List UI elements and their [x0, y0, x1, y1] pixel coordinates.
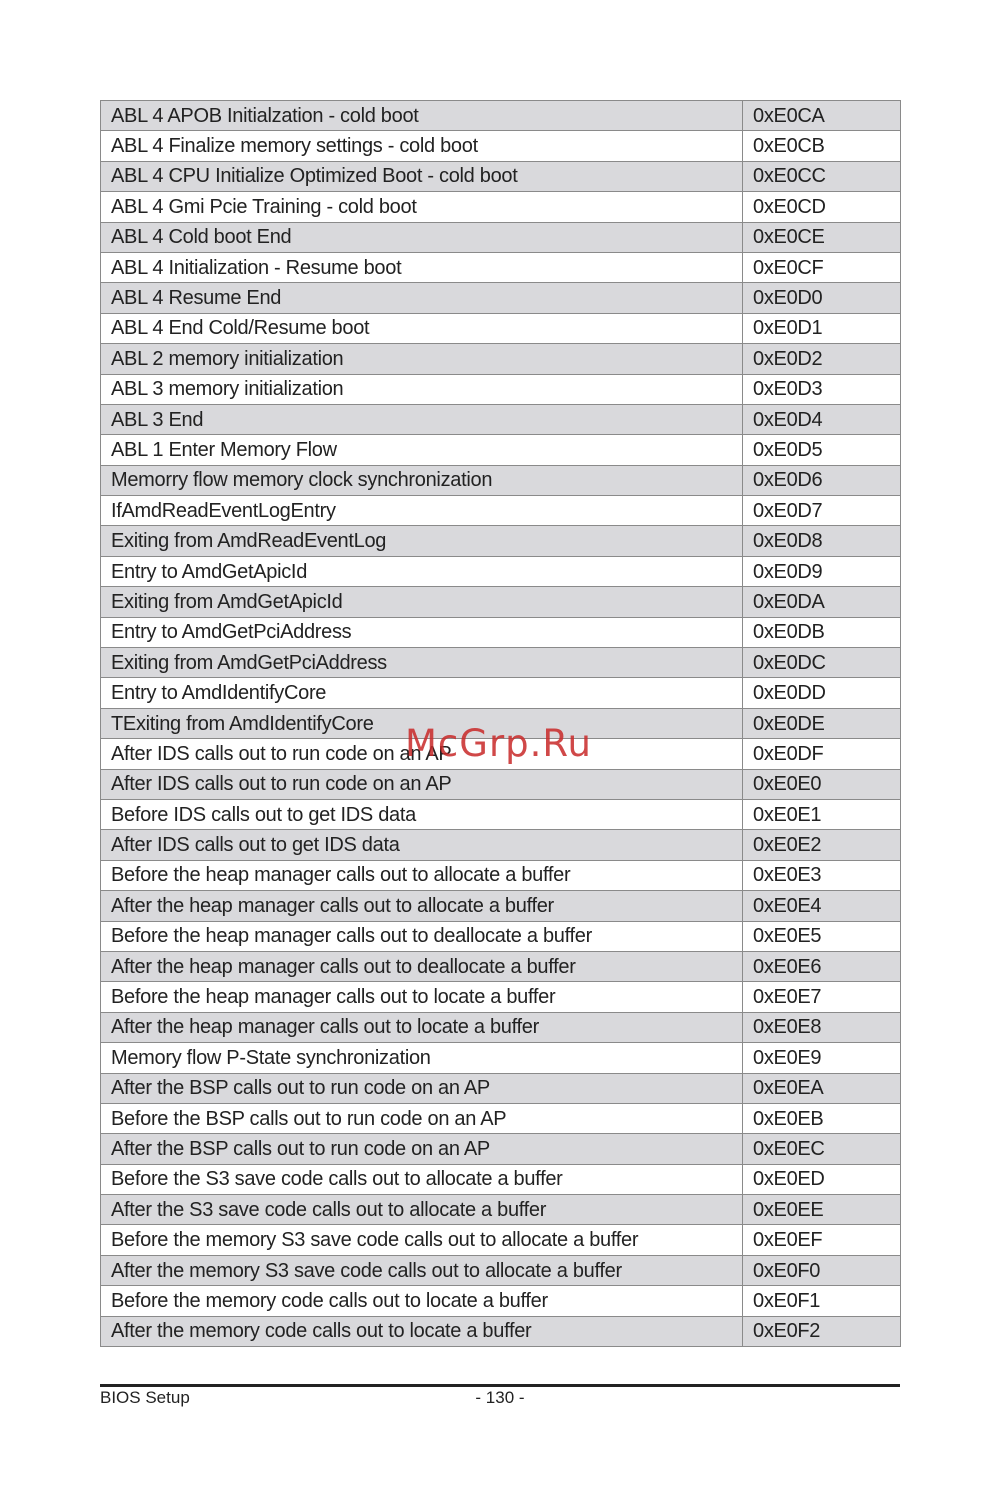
code-cell: 0xE0DC — [743, 648, 901, 678]
table-row — [101, 465, 901, 495]
table-row — [101, 1073, 901, 1103]
description-cell: ABL 4 Resume End — [101, 283, 743, 313]
code-cell: 0xE0D2 — [743, 344, 901, 374]
table-row — [101, 313, 901, 343]
table-row — [101, 101, 901, 131]
code-cell: 0xE0E5 — [743, 921, 901, 951]
description-cell: After IDS calls out to run code on an AP — [101, 739, 743, 769]
table-row — [101, 556, 901, 586]
description-cell: Entry to AmdIdentifyCore — [101, 678, 743, 708]
table-row — [101, 222, 901, 252]
description-cell: ABL 4 Initialization - Resume boot — [101, 252, 743, 282]
code-cell: 0xE0CB — [743, 131, 901, 161]
description-cell: IfAmdReadEventLogEntry — [101, 496, 743, 526]
description-cell: After the heap manager calls out to allocate a buffer — [101, 891, 743, 921]
description-cell: Memory flow P-State synchronization — [101, 1043, 743, 1073]
table-row — [101, 192, 901, 222]
table-row — [101, 283, 901, 313]
code-cell: 0xE0E3 — [743, 860, 901, 890]
description-cell: ABL 4 Gmi Pcie Training - cold boot — [101, 192, 743, 222]
description-cell: After the heap manager calls out to locate a buffer — [101, 1012, 743, 1042]
table-row — [101, 982, 901, 1012]
description-cell: ABL 4 CPU Initialize Optimized Boot - cold boot — [101, 161, 743, 191]
code-cell: 0xE0CA — [743, 101, 901, 131]
description-cell: After the S3 save code calls out to allocate a buffer — [101, 1195, 743, 1225]
code-cell: 0xE0E7 — [743, 982, 901, 1012]
description-cell: After IDS calls out to run code on an AP — [101, 769, 743, 799]
table-row — [101, 860, 901, 890]
description-cell: Before the memory S3 save code calls out to allocate a buffer — [101, 1225, 743, 1255]
table-row — [101, 799, 901, 829]
code-cell: 0xE0D9 — [743, 556, 901, 586]
footer-divider — [100, 1384, 900, 1387]
description-cell: Before the heap manager calls out to locate a buffer — [101, 982, 743, 1012]
code-cell: 0xE0ED — [743, 1164, 901, 1194]
table-row — [101, 708, 901, 738]
code-cell: 0xE0D4 — [743, 404, 901, 434]
table-row — [101, 1164, 901, 1194]
footer-section-title: BIOS Setup — [100, 1388, 190, 1407]
code-cell: 0xE0DA — [743, 587, 901, 617]
table-row — [101, 131, 901, 161]
code-cell: 0xE0F1 — [743, 1286, 901, 1316]
code-cell: 0xE0EE — [743, 1195, 901, 1225]
description-cell: Entry to AmdGetPciAddress — [101, 617, 743, 647]
description-cell: Before the heap manager calls out to allocate a buffer — [101, 860, 743, 890]
table-row — [101, 496, 901, 526]
table-row — [101, 830, 901, 860]
code-cell: 0xE0F0 — [743, 1255, 901, 1285]
watermark-logo: McGrp.Ru — [405, 722, 592, 765]
description-cell: TExiting from AmdIdentifyCore — [101, 708, 743, 738]
table-row — [101, 344, 901, 374]
code-cell: 0xE0CD — [743, 192, 901, 222]
code-cell: 0xE0E4 — [743, 891, 901, 921]
description-cell: ABL 4 Finalize memory settings - cold boot — [101, 131, 743, 161]
code-cell: 0xE0CC — [743, 161, 901, 191]
code-cell: 0xE0CE — [743, 222, 901, 252]
code-cell: 0xE0E8 — [743, 1012, 901, 1042]
code-cell: 0xE0D1 — [743, 313, 901, 343]
table-row — [101, 526, 901, 556]
description-cell: After the heap manager calls out to deallocate a buffer — [101, 951, 743, 981]
description-cell: ABL 3 memory initialization — [101, 374, 743, 404]
description-cell: Before IDS calls out to get IDS data — [101, 799, 743, 829]
code-cell: 0xE0E0 — [743, 769, 901, 799]
description-cell: After the memory S3 save code calls out to allocate a buffer — [101, 1255, 743, 1285]
table-row — [101, 161, 901, 191]
code-cell: 0xE0DB — [743, 617, 901, 647]
table-row — [101, 617, 901, 647]
description-cell: Before the memory code calls out to locate a buffer — [101, 1286, 743, 1316]
table-row — [101, 739, 901, 769]
description-cell: ABL 1 Enter Memory Flow — [101, 435, 743, 465]
code-cell: 0xE0EB — [743, 1103, 901, 1133]
code-cell: 0xE0E9 — [743, 1043, 901, 1073]
table-row — [101, 921, 901, 951]
code-cell: 0xE0D6 — [743, 465, 901, 495]
description-cell: Exiting from AmdGetPciAddress — [101, 648, 743, 678]
description-cell: Exiting from AmdReadEventLog — [101, 526, 743, 556]
code-cell: 0xE0E6 — [743, 951, 901, 981]
table-row — [101, 587, 901, 617]
table-row — [101, 252, 901, 282]
table-row — [101, 1316, 901, 1346]
code-cell: 0xE0EA — [743, 1073, 901, 1103]
code-cell: 0xE0DD — [743, 678, 901, 708]
code-cell: 0xE0DF — [743, 739, 901, 769]
table-row — [101, 1225, 901, 1255]
description-cell: ABL 2 memory initialization — [101, 344, 743, 374]
code-cell: 0xE0CF — [743, 252, 901, 282]
description-cell: ABL 3 End — [101, 404, 743, 434]
code-cell: 0xE0D7 — [743, 496, 901, 526]
post-code-table — [100, 100, 901, 1347]
table-row — [101, 435, 901, 465]
code-cell: 0xE0E2 — [743, 830, 901, 860]
code-cell: 0xE0D5 — [743, 435, 901, 465]
description-cell: Before the S3 save code calls out to allocate a buffer — [101, 1164, 743, 1194]
code-cell: 0xE0DE — [743, 708, 901, 738]
table-row — [101, 404, 901, 434]
table-row — [101, 1286, 901, 1316]
table-row — [101, 1255, 901, 1285]
description-cell: Before the heap manager calls out to deallocate a buffer — [101, 921, 743, 951]
table-row — [101, 1012, 901, 1042]
code-cell: 0xE0D3 — [743, 374, 901, 404]
table-row — [101, 891, 901, 921]
description-cell: ABL 4 Cold boot End — [101, 222, 743, 252]
code-cell: 0xE0F2 — [743, 1316, 901, 1346]
table-row — [101, 769, 901, 799]
code-cell: 0xE0E1 — [743, 799, 901, 829]
table-row — [101, 648, 901, 678]
post-code-table-body — [101, 101, 901, 1347]
description-cell: After the BSP calls out to run code on an AP — [101, 1073, 743, 1103]
code-cell: 0xE0D8 — [743, 526, 901, 556]
table-row — [101, 1195, 901, 1225]
description-cell: After the memory code calls out to locate a buffer — [101, 1316, 743, 1346]
footer-page-number: - 130 - — [475, 1388, 525, 1407]
table-row — [101, 678, 901, 708]
code-cell: 0xE0D0 — [743, 283, 901, 313]
description-cell: Before the BSP calls out to run code on an AP — [101, 1103, 743, 1133]
description-cell: Memorry flow memory clock synchronization — [101, 465, 743, 495]
code-cell: 0xE0EF — [743, 1225, 901, 1255]
table-row — [101, 1043, 901, 1073]
table-row — [101, 1134, 901, 1164]
description-cell: ABL 4 End Cold/Resume boot — [101, 313, 743, 343]
description-cell: After the BSP calls out to run code on an AP — [101, 1134, 743, 1164]
code-cell: 0xE0EC — [743, 1134, 901, 1164]
table-row — [101, 374, 901, 404]
description-cell: After IDS calls out to get IDS data — [101, 830, 743, 860]
description-cell: Exiting from AmdGetApicId — [101, 587, 743, 617]
table-row — [101, 951, 901, 981]
table-row — [101, 1103, 901, 1133]
description-cell: Entry to AmdGetApicId — [101, 556, 743, 586]
description-cell: ABL 4 APOB Initialzation - cold boot — [101, 101, 743, 131]
